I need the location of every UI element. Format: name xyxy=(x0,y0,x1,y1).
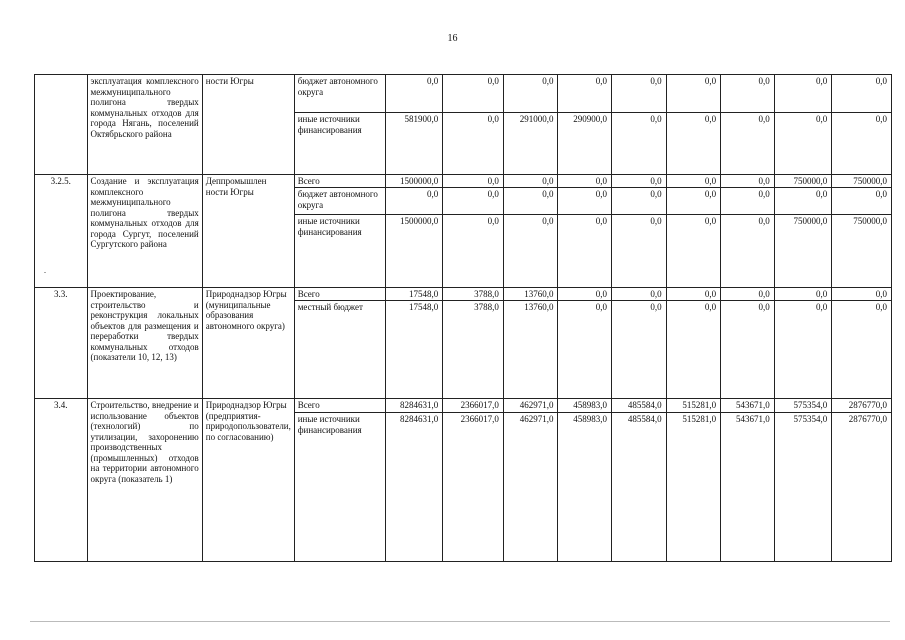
amount-value: 750000,0 xyxy=(832,175,891,188)
amount-value: 2876770,0 xyxy=(848,414,887,424)
amount-value: 750000,0 xyxy=(793,216,828,226)
amount-cell xyxy=(612,288,667,399)
amount-value: 0,0 xyxy=(595,216,607,226)
amount-value: 0,0 xyxy=(875,114,887,124)
page-number: 16 xyxy=(447,33,458,44)
measure-name: Строительство, внедрение и использование объектов (технологий) по утилизации, захоронению производственных (промышленных) отходов на территории автономного округа (показатель 1) xyxy=(87,399,202,562)
amount-value: 0,0 xyxy=(612,175,666,188)
amount-value: 0,0 xyxy=(558,188,611,215)
amount-cell xyxy=(832,75,892,175)
amount-value: 0,0 xyxy=(558,288,611,301)
table-row xyxy=(35,75,892,175)
amount-value: 0,0 xyxy=(758,216,770,226)
amount-value: 2366017,0 xyxy=(443,399,503,413)
amount-value: 0,0 xyxy=(832,188,891,215)
amount-cell xyxy=(774,175,832,288)
row-number xyxy=(35,75,88,175)
row-number: 3.4. xyxy=(35,399,88,562)
amount-value: 750000,0 xyxy=(853,216,887,226)
amount-value: 2876770,0 xyxy=(832,399,891,413)
amount-value: 0,0 xyxy=(667,75,721,113)
amount-value: 515281,0 xyxy=(682,414,717,424)
amount-cell xyxy=(721,175,775,288)
amount-value: 0,0 xyxy=(487,216,499,226)
amount-value: 0,0 xyxy=(504,188,558,215)
amount-value: 0,0 xyxy=(443,175,503,188)
funding-source-label: местный бюджет xyxy=(297,302,363,312)
row-number: 3.3. xyxy=(35,288,88,399)
amount-value: 575354,0 xyxy=(793,414,828,424)
amount-value: 0,0 xyxy=(704,302,717,312)
amount-cell xyxy=(385,175,443,288)
amount-value: 2366017,0 xyxy=(460,414,499,424)
amount-cell xyxy=(503,288,558,399)
amount-value: 750000,0 xyxy=(775,175,832,188)
amount-value: 0,0 xyxy=(704,216,717,226)
amount-value: 291000,0 xyxy=(519,114,554,124)
amount-cell xyxy=(558,75,612,175)
amount-value: 575354,0 xyxy=(775,399,832,413)
amount-value: 0,0 xyxy=(386,75,443,113)
bottom-rule xyxy=(30,621,890,622)
funding-sources xyxy=(294,399,385,562)
amount-value: 0,0 xyxy=(775,75,832,113)
amount-value: 0,0 xyxy=(775,188,832,215)
amount-cell xyxy=(774,75,832,175)
amount-value: 1500000,0 xyxy=(386,175,443,188)
amount-value: 543671,0 xyxy=(735,414,770,424)
amount-cell xyxy=(832,288,892,399)
amount-value: 1500000,0 xyxy=(400,216,439,226)
amount-value: 0,0 xyxy=(758,302,770,312)
amount-cell xyxy=(612,175,667,288)
amount-value: 0,0 xyxy=(721,175,774,188)
financing-table-wrap xyxy=(34,74,892,557)
amount-cell xyxy=(503,75,558,175)
amount-cell xyxy=(832,175,892,288)
amount-value: 515281,0 xyxy=(667,399,721,413)
table-row xyxy=(35,288,892,399)
amount-value: 0,0 xyxy=(558,175,611,188)
amount-value: 0,0 xyxy=(832,75,891,113)
amount-cell xyxy=(385,288,443,399)
amount-cell xyxy=(612,399,667,562)
amount-cell xyxy=(721,399,775,562)
amount-value: 485584,0 xyxy=(612,399,666,413)
table-row xyxy=(35,399,892,562)
amount-cell xyxy=(503,175,558,288)
measure-name: эксплуатация комплексного межмуниципального полигона твердых коммунальных отходов для города Нягань, поселений Октябрьского района xyxy=(87,75,202,175)
funding-source-label: иные источники финансирования xyxy=(297,216,362,237)
amount-value: 0,0 xyxy=(504,175,558,188)
amount-value: 0,0 xyxy=(443,188,503,215)
amount-cell xyxy=(385,399,443,562)
amount-cell xyxy=(558,399,612,562)
amount-value: 543671,0 xyxy=(721,399,774,413)
amount-cell xyxy=(443,399,504,562)
amount-value: 0,0 xyxy=(704,114,717,124)
amount-cell xyxy=(774,288,832,399)
amount-value: 8284631,0 xyxy=(400,414,439,424)
amount-value: 0,0 xyxy=(595,302,607,312)
amount-value: 3788,0 xyxy=(474,302,499,312)
amount-value: 0,0 xyxy=(612,188,666,215)
funding-source-label: Всего xyxy=(295,175,385,188)
table-row xyxy=(35,175,892,288)
funding-source-label: Всего xyxy=(295,288,385,301)
amount-value: 0,0 xyxy=(721,288,774,301)
amount-cell xyxy=(558,288,612,399)
amount-cell xyxy=(443,75,504,175)
amount-value: 0,0 xyxy=(667,288,721,301)
amount-value: 581900,0 xyxy=(404,114,439,124)
funding-sources xyxy=(294,288,385,399)
amount-cell xyxy=(666,399,721,562)
amount-value: 0,0 xyxy=(558,75,611,113)
funding-source-label: иные источники финансирования xyxy=(297,414,362,435)
amount-cell xyxy=(503,399,558,562)
scan-mark: . xyxy=(44,266,46,275)
amount-value: 458983,0 xyxy=(558,399,611,413)
amount-value: 462971,0 xyxy=(519,414,554,424)
funding-source-label: бюджет автономного округа xyxy=(295,188,385,215)
amount-value: 0,0 xyxy=(386,188,443,215)
executor: ности Югры xyxy=(202,75,294,175)
funding-source-label: иные источники финансирования xyxy=(297,114,362,135)
funding-source-label: бюджет автономного округа xyxy=(295,75,385,113)
amount-value: 3788,0 xyxy=(443,288,503,301)
amount-value: 0,0 xyxy=(832,288,891,301)
amount-value: 0,0 xyxy=(650,216,662,226)
amount-value: 0,0 xyxy=(650,302,662,312)
amount-cell xyxy=(443,288,504,399)
amount-value: 458983,0 xyxy=(573,414,607,424)
amount-cell xyxy=(666,175,721,288)
executor: Природнадзор Югры (предприятия-природопользователи, по согласованию) xyxy=(202,399,294,562)
amount-cell xyxy=(385,75,443,175)
amount-cell xyxy=(666,288,721,399)
amount-value: 0,0 xyxy=(542,216,554,226)
amount-value: 0,0 xyxy=(775,288,832,301)
amount-value: 290900,0 xyxy=(573,114,607,124)
measure-name: Создание и эксплуатация комплексного межмуниципального полигона твердых коммунальных отходов для города Сургут, поселений Сургутского района xyxy=(87,175,202,288)
funding-sources xyxy=(294,75,385,175)
amount-value: 0,0 xyxy=(721,188,774,215)
amount-value: 0,0 xyxy=(721,75,774,113)
amount-cell xyxy=(666,75,721,175)
amount-cell xyxy=(612,75,667,175)
funding-sources xyxy=(294,175,385,288)
financing-table xyxy=(34,74,892,562)
amount-value: 0,0 xyxy=(612,75,666,113)
amount-cell xyxy=(774,399,832,562)
amount-cell xyxy=(721,75,775,175)
measure-name: Проектирование, строительство и реконструкция локальных объектов для размещения и переработки твердых коммунальных отходов (показатели 10, 12, 13) xyxy=(87,288,202,399)
amount-value: 0,0 xyxy=(816,302,828,312)
amount-value: 0,0 xyxy=(758,114,770,124)
amount-value: 462971,0 xyxy=(504,399,558,413)
funding-source-label: Всего xyxy=(295,399,385,413)
amount-value: 0,0 xyxy=(667,175,721,188)
amount-cell xyxy=(558,175,612,288)
amount-cell xyxy=(832,399,892,562)
amount-cell xyxy=(443,175,504,288)
amount-value: 0,0 xyxy=(504,75,558,113)
amount-value: 8284631,0 xyxy=(386,399,443,413)
amount-value: 0,0 xyxy=(667,188,721,215)
amount-value: 0,0 xyxy=(487,114,499,124)
amount-value: 0,0 xyxy=(875,302,887,312)
row-number: 3.2.5. xyxy=(35,175,88,288)
amount-value: 17548,0 xyxy=(409,302,439,312)
amount-value: 0,0 xyxy=(650,114,662,124)
amount-value: 13760,0 xyxy=(504,288,558,301)
amount-value: 0,0 xyxy=(443,75,503,113)
amount-value: 0,0 xyxy=(816,114,828,124)
amount-value: 13760,0 xyxy=(524,302,554,312)
executor: Деппромышлен ности Югры xyxy=(202,175,294,288)
amount-value: 485584,0 xyxy=(627,414,662,424)
amount-cell xyxy=(721,288,775,399)
executor: Природнадзор Югры (муниципальные образования автономного округа) xyxy=(202,288,294,399)
amount-value: 17548,0 xyxy=(386,288,443,301)
amount-value: 0,0 xyxy=(612,288,666,301)
